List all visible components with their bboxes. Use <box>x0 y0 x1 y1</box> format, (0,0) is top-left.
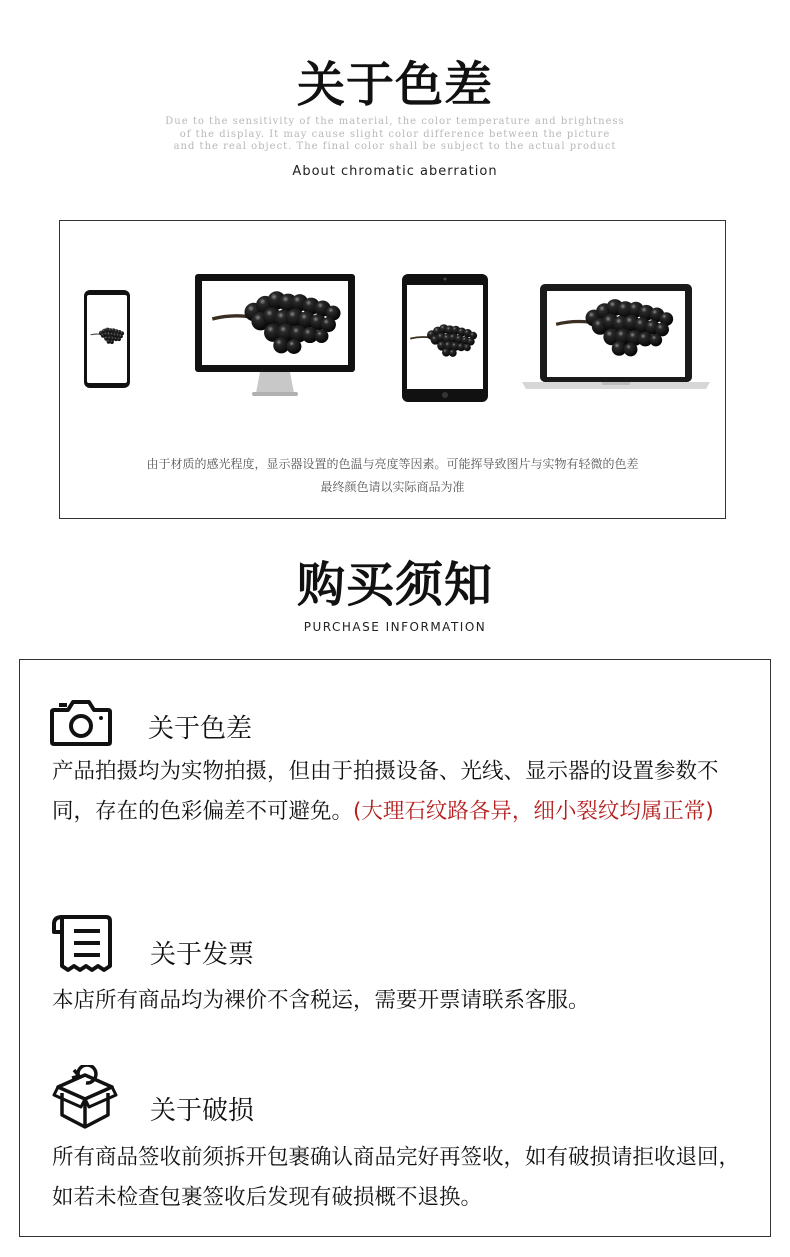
purchase-info-panel <box>19 659 771 1237</box>
description-line: and the real object. The final color shall be subject to the actual product <box>173 141 617 152</box>
damage-heading: 关于破损 <box>150 1096 255 1126</box>
camera-icon <box>50 698 112 746</box>
invoice-heading: 关于发票 <box>150 940 255 970</box>
monitor-device-image <box>194 273 356 399</box>
color-section-english-description <box>0 116 790 154</box>
color-section-subtitle: About chromatic aberration <box>292 164 498 179</box>
color-difference-text: 产品拍摄均为实物拍摄，但由于拍摄设备、光线、显示器的设置参数不同，存在的色彩偏差不可避免。 <box>52 759 719 824</box>
device-comparison-panel <box>59 220 726 519</box>
description-line: Due to the sensitivity of the material, the color temperature and brightness <box>165 116 625 127</box>
tablet-device-image <box>401 273 489 403</box>
color-difference-caption <box>60 453 725 499</box>
damage-body: 所有商品签收前须拆开包裹确认商品完好再签收，如有破损请拒收退回，如若未检查包裹签收后发现有破损概不退换。 <box>52 1145 741 1210</box>
purchase-section-title: 购买须知 <box>296 557 493 613</box>
box-return-icon <box>52 1065 118 1131</box>
purchase-section-subtitle: PURCHASE INFORMATION <box>303 620 487 634</box>
caption-line: 最终颜色请以实际商品为准 <box>320 480 465 494</box>
color-difference-heading: 关于色差 <box>148 714 253 744</box>
caption-line: 由于材质的感光程度，显示器设置的色温与亮度等因素。可能挥导致图片与实物有轻微的色差 <box>146 457 639 471</box>
color-difference-body <box>52 752 752 832</box>
receipt-icon <box>52 914 112 976</box>
marble-note-highlight: (大理石纹路各异，细小裂纹均属正常) <box>353 799 714 824</box>
color-section-title: 关于色差 <box>296 57 493 113</box>
description-line: of the display. It may cause slight color difference between the picture <box>179 128 611 140</box>
phone-device-image <box>83 289 131 389</box>
invoice-body: 本店所有商品均为裸价不含税运，需要开票请联系客服。 <box>52 988 590 1013</box>
laptop-device-image <box>520 283 712 391</box>
